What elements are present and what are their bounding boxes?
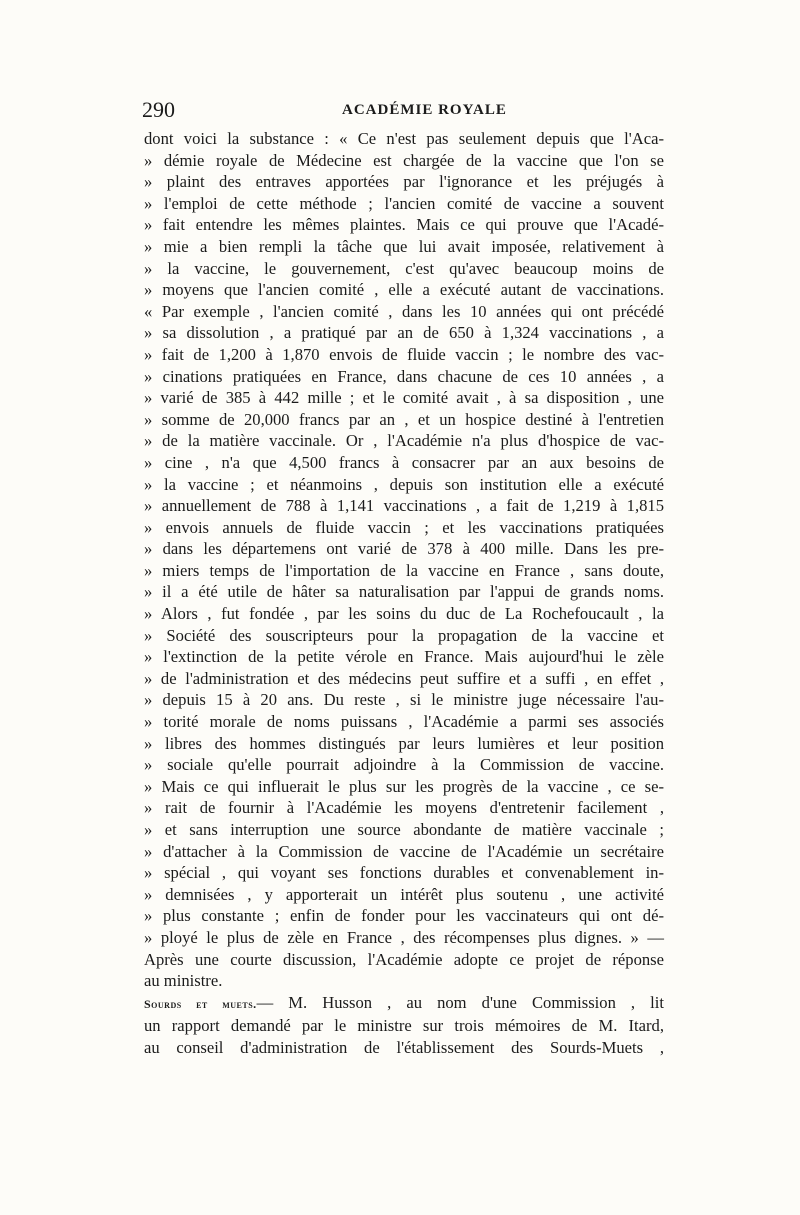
text-line: » Mais ce qui influerait le plus sur les progrès de la vaccine , ce se- bbox=[144, 776, 664, 796]
text-line: » l'extinction de la petite vérole en France. Mais aujourd'hui le zèle bbox=[144, 647, 664, 667]
section-heading: Sourds et muets. bbox=[144, 996, 257, 1011]
text-line: » ployé le plus de zèle en France , des récompenses plus dignes. » — bbox=[144, 927, 664, 947]
text-line: » annuellement de 788 à 1,141 vaccinations , a fait de 1,219 à 1,815 bbox=[144, 496, 664, 516]
text-line: » varié de 385 à 442 mille ; et le comité avait , à sa disposition , une bbox=[144, 388, 664, 408]
text-line: dont voici la substance : « Ce n'est pas seulement depuis que l'Aca- bbox=[144, 129, 664, 148]
section-text: — M. Husson , au nom d'une Commission , lit bbox=[256, 992, 664, 1012]
running-title: ACADÉMIE ROYALE bbox=[342, 102, 507, 118]
text-line: » depuis 15 à 20 ans. Du reste , si le ministre juge nécessaire l'au- bbox=[144, 690, 664, 710]
text-line: un rapport demandé par le ministre sur trois mémoires de M. Itard, bbox=[144, 1016, 664, 1036]
text-line: » la vaccine, le gouvernement, c'est qu'avec beaucoup moins de bbox=[144, 258, 664, 278]
text-line: » Alors , fut fondée , par les soins du duc de La Rochefoucault , la bbox=[144, 604, 664, 624]
page-number: 290 bbox=[142, 97, 175, 122]
text-line: » mie a bien rempli la tâche que lui avait imposée, relativement à bbox=[144, 236, 664, 256]
section-first-line bbox=[144, 992, 664, 1016]
text-line: » libres des hommes distingués par leurs lumières et leur position bbox=[144, 733, 664, 753]
text-line: au conseil d'administration de l'établissement des Sourds-Muets , bbox=[144, 1037, 664, 1057]
text-line: » miers temps de l'importation de la vaccine en France , sans doute, bbox=[144, 560, 664, 580]
text-line: Après une courte discussion, l'Académie adopte ce projet de réponse bbox=[144, 949, 664, 969]
text-line: » moyens que l'ancien comité , elle a exécuté autant de vaccinations. bbox=[144, 280, 664, 300]
text-line: » l'emploi de cette méthode ; l'ancien comité de vaccine a souvent bbox=[144, 193, 664, 213]
text-line: » demnisées , y apporterait un intérêt plus soutenu , une activité bbox=[144, 884, 664, 904]
text-line: » plaint des entraves apportées par l'ignorance et les préjugés à bbox=[144, 172, 664, 192]
text-line: » et sans interruption une source abondante de matière vaccinale ; bbox=[144, 820, 664, 839]
text-line: » démie royale de Médecine est chargée de la vaccine que l'on se bbox=[144, 150, 664, 170]
body-text bbox=[144, 128, 664, 1059]
text-line: » il a été utile de hâter sa naturalisation par l'appui de grands noms. bbox=[144, 582, 664, 602]
text-line: au ministre. bbox=[144, 971, 223, 991]
text-line: » fait de 1,200 à 1,870 envois de fluide vaccin ; le nombre des vac- bbox=[144, 344, 664, 364]
text-line: » cine , n'a que 4,500 francs à consacrer par an aux besoins de bbox=[144, 452, 664, 472]
text-line: » de la matière vaccinale. Or , l'Académie n'a plus d'hospice de vac- bbox=[144, 431, 664, 451]
text-line: » rait de fournir à l'Académie les moyens d'entretenir facilement , bbox=[144, 798, 664, 818]
text-line: » fait entendre les mêmes plaintes. Mais ce qui prouve que l'Acadé- bbox=[144, 215, 664, 235]
text-line: « Par exemple , l'ancien comité , dans les 10 années qui ont précédé bbox=[144, 301, 664, 321]
text-line: » de l'administration et des médecins peut suffire et a suffi , en effet , bbox=[144, 668, 664, 688]
text-line: » sa dissolution , a pratiqué par an de 650 à 1,324 vaccinations , a bbox=[144, 323, 664, 343]
text-line: » cinations pratiquées en France, dans chacune de ces 10 années , a bbox=[144, 366, 664, 386]
text-line: » plus constante ; enfin de fonder pour les vaccinateurs qui ont dé- bbox=[144, 906, 664, 926]
text-line: » d'attacher à la Commission de vaccine de l'Académie un secrétaire bbox=[144, 841, 664, 861]
page-header bbox=[142, 98, 662, 122]
text-line: » Société des souscripteurs pour la propagation de la vaccine et bbox=[144, 625, 664, 645]
text-line: » spécial , qui voyant ses fonctions durables et convenablement in- bbox=[144, 863, 664, 883]
text-line: » sociale qu'elle pourrait adjoindre à la Commission de vaccine. bbox=[144, 755, 664, 775]
text-line: » la vaccine ; et néanmoins , depuis son institution elle a exécuté bbox=[144, 474, 664, 494]
text-line: » somme de 20,000 francs par an , et un hospice destiné à l'entretien bbox=[144, 409, 664, 429]
text-line: » envois annuels de fluide vaccin ; et les vaccinations pratiquées bbox=[144, 517, 664, 537]
text-line: » torité morale de noms puissans , l'Académie a parmi ses associés bbox=[144, 712, 664, 732]
text-line: » dans les départemens ont varié de 378 à 400 mille. Dans les pre- bbox=[144, 539, 664, 559]
